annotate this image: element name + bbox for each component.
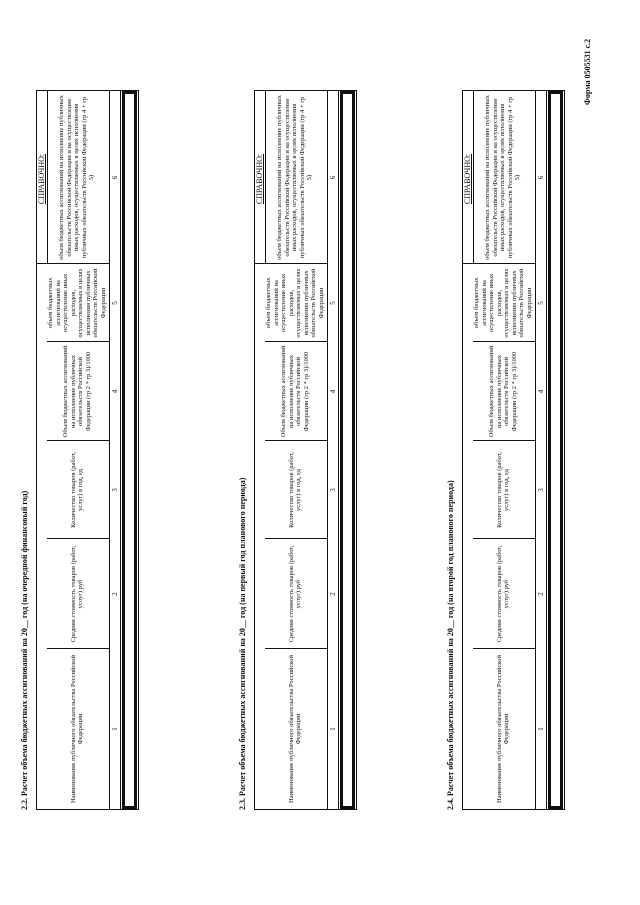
data-row-frame (548, 91, 563, 809)
reference-label: СПРАВОЧНО: (37, 153, 46, 205)
column-number: 5 (328, 301, 337, 305)
column-header: объем бюджетных ассигнований на исполнение публичных обязательств Российской Федерации и на осуществление иных расходов, осуществляемых в целях исполнения публичных обязательств Российской Федерации (гр 4 + гр 5) (58, 95, 96, 260)
column-header: объем бюджетных ассигнований на осуществление иных расходов, осуществляемых в целях исполнения публичных обязательств Российской Федерации (473, 268, 533, 338)
column-number: 2 (328, 592, 337, 596)
calc-table (36, 90, 139, 810)
column-number: 5 (110, 301, 119, 305)
column-header: Объем бюджетных ассигнований на исполнение публичных обязательств Российской Федерации (гр 2 * гр 3)/1000 (488, 345, 518, 438)
column-number: 6 (110, 175, 119, 180)
column-header: Наименование публичного обязательства Российской Федерации (69, 655, 84, 803)
column-number: 3 (328, 488, 337, 492)
column-number: 3 (536, 488, 545, 492)
column-header: Количество товаров (работ, услуг) в год, ед (287, 452, 302, 528)
data-row-frame (340, 91, 355, 809)
column-header: объем бюджетных ассигнований на осуществление иных расходов, осуществляемых в целях исполнения публичных обязательств Российской Федерации (265, 268, 325, 338)
number-row-divider (338, 91, 339, 809)
column-header: Средняя стоимость товаров (работ, услуг) руб (495, 545, 510, 643)
number-row-divider (546, 91, 547, 809)
data-row-frame (122, 91, 137, 809)
column-header: Средняя стоимость товаров (работ, услуг) руб (287, 545, 302, 643)
column-header: Количество товаров (работ, услуг) в год, ед (495, 452, 510, 528)
reference-label: СПРАВОЧНО: (463, 153, 472, 205)
column-number: 1 (536, 727, 545, 731)
column-header: объем бюджетных ассигнований на исполнение публичных обязательств Российской Федерации и на осуществление иных расходов, осуществляемых в целях исполнения публичных обязательств Российской Федерации (гр 4 + гр 5) (276, 95, 314, 260)
column-header: объем бюджетных ассигнований на исполнение публичных обязательств Российской Федерации и на осуществление иных расходов, осуществляемых в целях исполнения публичных обязательств Российской Федерации (гр 4 + гр 5) (484, 95, 522, 260)
column-number: 3 (110, 488, 119, 492)
calc-table (462, 90, 565, 810)
column-header: Средняя стоимость товаров (работ, услуг) руб (69, 545, 84, 643)
column-header: Наименование публичного обязательства Российской Федерации (495, 655, 510, 803)
column-header: Количество товаров (работ, услуг) в год, ед (69, 452, 84, 528)
reference-divider (265, 91, 266, 264)
column-number: 1 (110, 727, 119, 731)
column-header: Наименование публичного обязательства Российской Федерации (287, 655, 302, 803)
calc-table (254, 90, 357, 810)
column-number: 2 (110, 592, 119, 596)
column-header: Объем бюджетных ассигнований на исполнение публичных обязательств Российской Федерации (гр 2 * гр 3)/1000 (62, 345, 92, 438)
column-number: 2 (536, 592, 545, 596)
section-title: 2.3. Расчет объема бюджетных ассигнований на 20__ год (на первый год планового периода) (238, 477, 247, 810)
reference-label: СПРАВОЧНО: (255, 153, 264, 205)
reference-divider (473, 91, 474, 264)
form-code: Форма 0505531 с.2 (583, 38, 592, 105)
column-number: 4 (110, 389, 119, 394)
column-header: объем бюджетных ассигнований на осуществление иных расходов, осуществляемых в целях исполнения публичных обязательств Российской Федерации (47, 268, 107, 338)
section-title: 2.2. Расчет объема бюджетных ассигнований на 20__ год (на очередной финансовый год) (20, 490, 29, 810)
column-number: 6 (536, 175, 545, 180)
column-number: 6 (328, 175, 337, 180)
column-number: 5 (536, 301, 545, 305)
column-number: 4 (328, 389, 337, 394)
number-row-divider (120, 91, 121, 809)
column-header: Объем бюджетных ассигнований на исполнение публичных обязательств Российской Федерации (гр 2 * гр 3)/1000 (280, 345, 310, 438)
reference-divider (47, 91, 48, 264)
column-number: 4 (536, 389, 545, 394)
section-title: 2.4. Расчет объема бюджетных ассигнований на 20__ год (на второй год планового периода) (446, 480, 455, 810)
column-number: 1 (328, 727, 337, 731)
